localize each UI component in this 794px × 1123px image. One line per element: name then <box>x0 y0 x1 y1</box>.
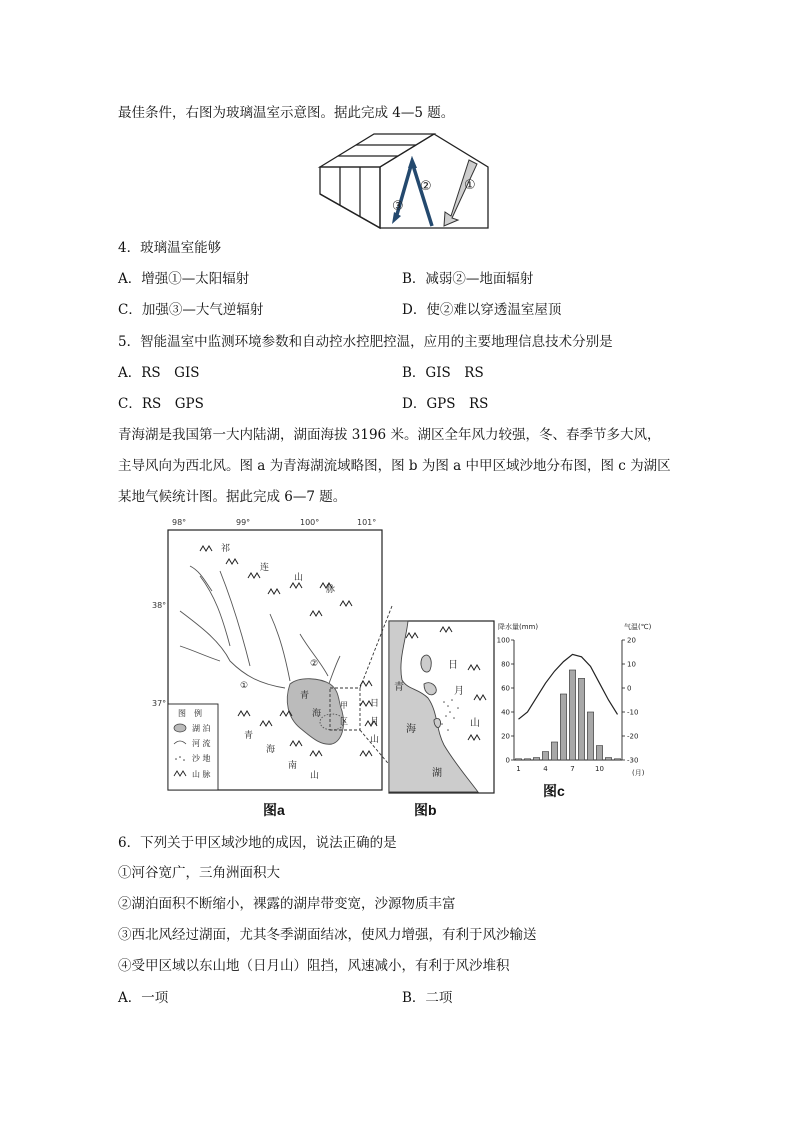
q6-statement-1: ①河谷宽广，三角洲面积大 <box>118 865 280 881</box>
arrow-ground-radiation <box>396 162 432 226</box>
right-tick-label: -10 <box>627 708 639 717</box>
label-2: ② <box>420 179 432 194</box>
label-3: ③ <box>392 199 404 214</box>
map-label: 山 <box>310 771 320 781</box>
caption-b: 图b <box>414 802 437 818</box>
x-tick-label: 7 <box>570 765 575 773</box>
map-b-label: 山 <box>470 718 480 729</box>
map-b-label: 湖 <box>432 768 442 779</box>
precip-bar <box>542 752 548 760</box>
map-label: 日 <box>370 699 380 709</box>
q5-option-a: A．RS GIS <box>118 365 200 381</box>
precip-bar <box>578 678 584 760</box>
precip-bar <box>515 759 521 760</box>
q4-option-c: C．加强③—大气逆辐射 <box>118 302 264 318</box>
q4-stem: 4．玻璃温室能够 <box>118 240 222 256</box>
precip-bar <box>533 758 539 760</box>
q5-stem: 5．智能温室中监测环境参数和自动控水控肥控温，应用的主要地理信息技术分别是 <box>118 334 613 350</box>
greenhouse-diagram <box>312 132 494 230</box>
left-tick-label: 40 <box>501 708 510 717</box>
map-label: 海 <box>312 709 322 719</box>
map-label: 月 <box>370 717 380 727</box>
lon-tick: 98° <box>172 518 187 527</box>
lat-tick: 38° <box>152 601 167 610</box>
map-label: 祁 <box>221 544 231 554</box>
lon-tick: 99° <box>236 518 251 527</box>
q6-option-b: B．二项 <box>402 990 453 1006</box>
passage-line-1: 青海湖是我国第一大内陆湖，湖面海拔 3196 米。湖区全年风力较强，冬、春季节多大风， <box>118 427 661 443</box>
passage-line-2: 主导风向为西北风。图 a 为青海湖流域略图，图 b 为图 a 中甲区域沙地分布图，图 c 为湖区 <box>118 458 671 474</box>
left-tick-label: 60 <box>501 684 510 693</box>
right-tick-label: -20 <box>627 732 639 741</box>
precip-bar <box>524 759 530 760</box>
map-label: 区 <box>340 717 348 726</box>
lon-tick: 100° <box>300 518 320 527</box>
right-tick-label: 10 <box>627 660 636 669</box>
q5-option-b: B．GIS RS <box>402 365 484 381</box>
precip-bar <box>605 758 611 760</box>
legend-item: 河 流 <box>192 739 211 748</box>
map-b <box>388 620 495 794</box>
precip-bar <box>614 759 620 760</box>
precip-bar <box>569 670 575 760</box>
map-b-label: 月 <box>454 686 464 697</box>
map-a <box>152 516 394 794</box>
river-label: ① <box>240 681 249 691</box>
map-label: 青 <box>244 731 254 741</box>
lat-tick: 37° <box>152 699 167 708</box>
left-tick-label: 100 <box>496 636 510 645</box>
precip-bar <box>587 712 593 760</box>
map-b-label: 日 <box>448 660 458 671</box>
river-label: ② <box>310 659 319 669</box>
right-tick-label: 20 <box>627 636 636 645</box>
q6-statement-4: ④受甲区域以东山地（日月山）阻挡，风速减小，有利于风沙堆积 <box>118 958 510 974</box>
arrow-solar-radiation <box>444 160 477 226</box>
legend-item: 沙 地 <box>192 754 211 763</box>
left-tick-label: 0 <box>505 756 510 765</box>
map-label: 青 <box>300 691 310 701</box>
q5-option-d: D．GPS RS <box>402 396 489 412</box>
map-label: 山 <box>370 735 380 745</box>
q4-option-a: A．增强①—太阳辐射 <box>118 271 250 287</box>
right-axis-title: 气温(℃) <box>624 623 652 631</box>
q4-option-d: D．使②难以穿透温室屋顶 <box>402 302 562 318</box>
legend-item: 湖 泊 <box>192 724 211 733</box>
right-tick-label: -30 <box>627 756 639 765</box>
month-unit: (月) <box>632 769 645 777</box>
map-b-label: 海 <box>406 724 416 735</box>
lon-tick: 101° <box>357 518 377 527</box>
passage-line-3: 某地气候统计图。据此完成 6—7 题。 <box>118 489 347 505</box>
caption-a: 图a <box>263 802 285 818</box>
precip-bar <box>560 694 566 760</box>
left-tick-label: 20 <box>501 732 510 741</box>
x-tick-label: 10 <box>595 765 604 773</box>
lake-icon <box>174 724 186 732</box>
right-tick-label: 0 <box>627 684 632 693</box>
map-label: 连 <box>260 563 270 573</box>
legend-title: 图 例 <box>178 709 202 718</box>
map-label: 甲 <box>340 701 348 710</box>
q4-option-b: B．减弱②—地面辐射 <box>402 271 534 287</box>
map-legend <box>168 704 218 790</box>
left-axis-title: 降水量(mm) <box>498 623 539 631</box>
q6-statement-2: ②湖泊面积不断缩小，裸露的湖岸带变宽，沙源物质丰富 <box>118 896 456 912</box>
q5-option-c: C．RS GPS <box>118 396 204 412</box>
intro-text: 最佳条件，右图为玻璃温室示意图。据此完成 4—5 题。 <box>118 105 455 121</box>
precip-bar <box>551 742 557 760</box>
map-label: 南 <box>288 761 298 771</box>
x-tick-label: 1 <box>516 765 521 773</box>
temperature-line <box>519 654 618 719</box>
q6-option-a: A．一项 <box>118 990 169 1006</box>
q6-stem: 6．下列关于甲区域沙地的成因，说法正确的是 <box>118 835 397 851</box>
q6-statement-3: ③西北风经过湖面，尤其冬季湖面结冰，使风力增强，有利于风沙输送 <box>118 927 537 943</box>
label-1: ① <box>464 178 476 193</box>
climate-chart <box>496 620 666 778</box>
caption-c: 图c <box>543 783 565 799</box>
left-tick-label: 80 <box>501 660 510 669</box>
map-label: 山 <box>294 573 304 583</box>
x-tick-label: 4 <box>543 765 548 773</box>
precip-bar <box>596 746 602 760</box>
map-label: 脉 <box>326 585 336 595</box>
legend-item: 山 脉 <box>192 770 211 779</box>
map-label: 海 <box>266 745 276 755</box>
map-b-label: 青 <box>394 682 404 693</box>
